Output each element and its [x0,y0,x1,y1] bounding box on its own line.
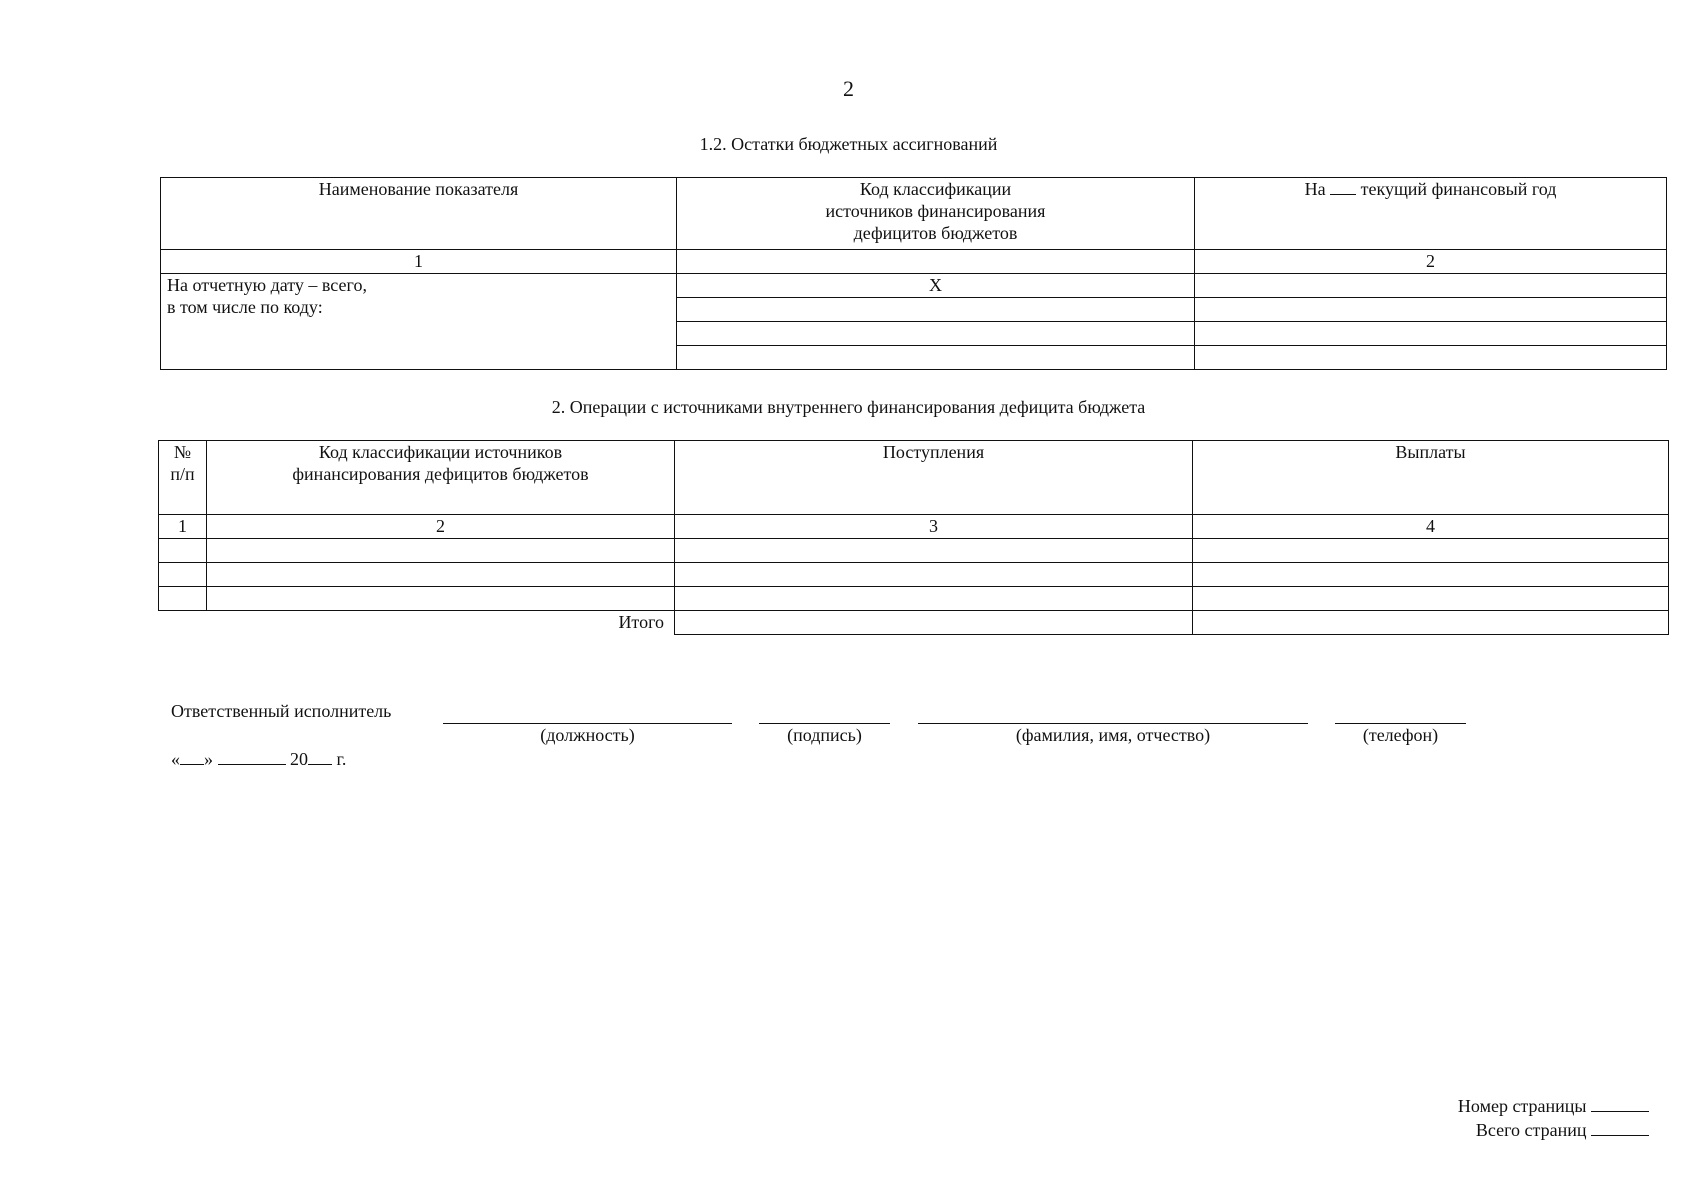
code-cell [677,346,1195,370]
col-number-1: 1 [159,515,207,539]
date-year-prefix: 20 [290,749,308,769]
table-row [159,587,1669,611]
fullname-caption: (фамилия, имя, отчество) [1015,725,1211,745]
date-line [171,748,346,770]
page-number: 2 [843,76,854,101]
date-close-quote: » [204,749,213,769]
total-row [159,611,1669,635]
phone-line [1335,723,1466,724]
cell [207,539,675,563]
value-cell [1195,322,1667,346]
total-pages-footer [1476,1119,1649,1141]
col-number-3: 3 [675,515,1193,539]
row-code-mark: X [677,274,1195,298]
year-blank [308,748,332,765]
col-number-2: 2 [207,515,675,539]
page-number-blank [1591,1095,1649,1112]
column-numbers-row [159,515,1669,539]
date-year-suffix: г. [336,749,347,769]
page-number-footer [1458,1095,1649,1117]
cell [1193,539,1669,563]
total-pages-label: Всего страниц [1475,1120,1587,1140]
header-num-line1: № [173,442,192,462]
table-row [159,539,1669,563]
header-classification-code [207,441,675,515]
header-code-line3: дефицитов бюджетов [853,223,1018,243]
cell [675,539,1193,563]
header-current-year [1195,178,1667,250]
total-label: Итого [618,612,664,632]
header-year-prefix: На [1304,179,1326,199]
header-payments: Выплаты [1193,441,1669,515]
row-label-cell [161,274,677,370]
header-code-line2: источников финансирования [825,201,1046,221]
code-cell [677,322,1195,346]
table-header-row [161,178,1667,250]
col-number-blank [677,250,1195,274]
date-open-quote: « [171,749,180,769]
financing-operations-table [158,440,1669,635]
row-label-line1: На отчетную дату – всего, [167,275,367,295]
table-row [161,274,1667,298]
header-code-line1: Код классификации [859,179,1012,199]
signature-caption: (подпись) [787,725,862,745]
table-row [159,563,1669,587]
total-payments-cell [1193,611,1669,635]
section-2-title: 2. Операции с источниками внутреннего финансирования дефицита бюджета [551,397,1146,417]
header-classification-code [677,178,1195,250]
page-number-label: Номер страницы [1457,1096,1587,1116]
header-indicator-name [161,178,677,250]
cell [1193,563,1669,587]
row-value-cell [1195,274,1667,298]
col-number-4: 4 [1193,515,1669,539]
section-1-title: 1.2. Остатки бюджетных ассигнований [699,134,998,154]
budget-balances-table [160,177,1667,370]
code-cell [677,298,1195,322]
header-row-number [159,441,207,515]
cell [207,587,675,611]
header-num-line2: п/п [170,464,195,484]
col-number-2: 2 [1195,250,1667,274]
responsible-executor-label: Ответственный исполнитель [171,701,392,721]
year-blank-line [1330,178,1356,195]
cell [675,563,1193,587]
signature-line [759,723,890,724]
value-cell [1195,346,1667,370]
header-receipts: Поступления [675,441,1193,515]
cell [1193,587,1669,611]
cell [159,587,207,611]
phone-caption: (телефон) [1362,725,1439,745]
value-cell [1195,298,1667,322]
header-year-suffix: текущий финансовый год [1360,179,1557,199]
row-label-line2: в том числе по коду: [167,297,323,317]
table-header-row [159,441,1669,515]
position-line [443,723,732,724]
cell [159,563,207,587]
column-numbers-row [161,250,1667,274]
col-number-1: 1 [161,250,677,274]
header-code-line2: финансирования дефицитов бюджетов [292,464,589,484]
total-pages-blank [1591,1119,1649,1136]
day-blank [180,748,204,765]
cell [159,539,207,563]
month-blank [218,748,286,765]
total-receipts-cell [675,611,1193,635]
header-indicator-name-text: Наименование показателя [318,179,519,199]
cell [207,563,675,587]
position-caption: (должность) [540,725,635,745]
cell [675,587,1193,611]
header-code-line1: Код классификации источников [318,442,563,462]
fullname-line [918,723,1308,724]
